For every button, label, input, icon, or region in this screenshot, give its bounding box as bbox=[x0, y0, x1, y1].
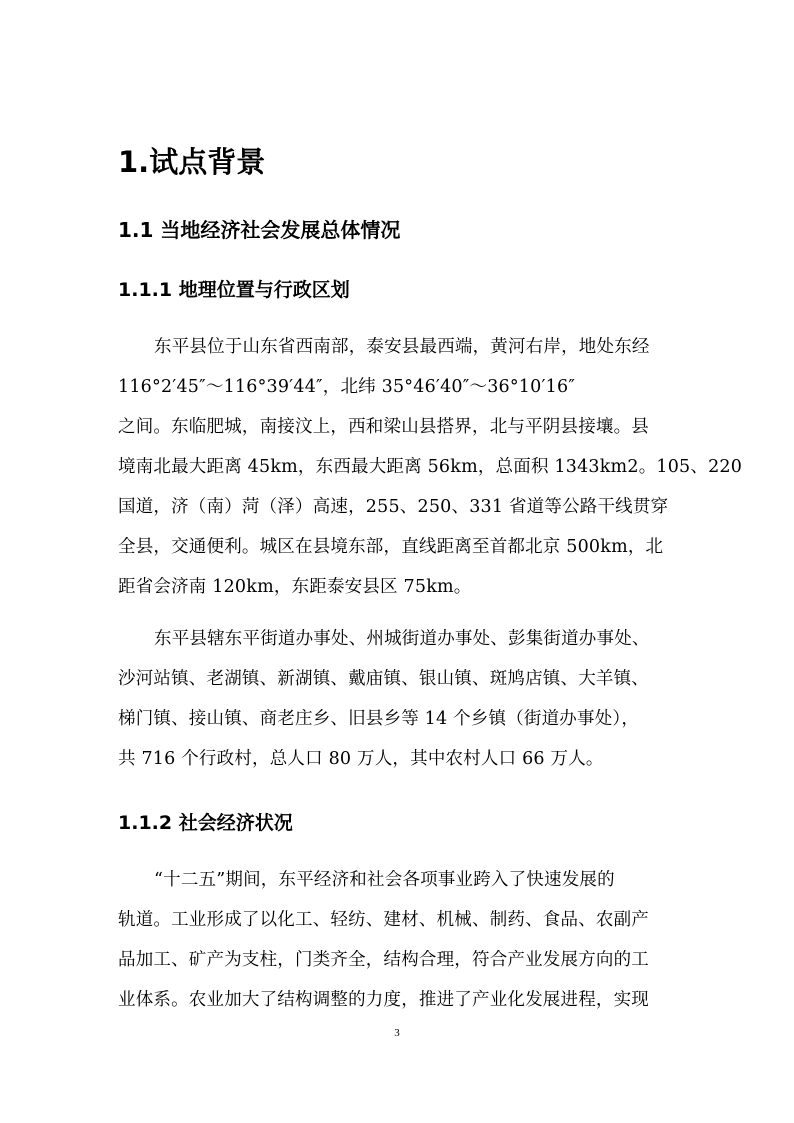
text-line: 梯门镇、接山镇、商老庄乡、旧县乡等 14 个乡镇（街道办事处）， bbox=[118, 709, 640, 729]
paragraph-geography bbox=[118, 327, 743, 607]
text-line: “十二五”期间，东平经济和社会各项事业跨入了快速发展的 bbox=[154, 870, 615, 890]
text-line: 境南北最大距离 45km，东西最大距离 56km，总面积 1343km2。105、220 bbox=[118, 457, 743, 477]
text-line: 全县，交通便利。城区在县境东部，直线距离至首都北京 500km，北 bbox=[118, 537, 664, 557]
text-line: 东平县位于山东省西南部，泰安县最西端，黄河右岸，地处东经 bbox=[154, 337, 650, 357]
text-line: 业体系。农业加大了结构调整的力度，推进了产业化发展进程，实现 bbox=[118, 990, 649, 1010]
page-number: 3 bbox=[394, 1027, 400, 1039]
text-line: 东平县辖东平街道办事处、州城街道办事处、彭集街道办事处、 bbox=[154, 629, 650, 649]
text-line: 共 716 个行政村，总人口 80 万人，其中农村人口 66 万人。 bbox=[118, 749, 604, 769]
subsection-heading-economy: 1.1.2 社会经济状况 bbox=[118, 812, 293, 834]
text-line: 距省会济南 120km，东距泰安县区 75km。 bbox=[118, 577, 472, 597]
paragraph-administration bbox=[118, 619, 678, 779]
section-heading: 1.1 当地经济社会发展总体情况 bbox=[118, 218, 401, 242]
text-line: 轨道。工业形成了以化工、轻纺、建材、机械、制药、食品、农副产 bbox=[118, 910, 649, 930]
text-line: 品加工、矿产为支柱，门类齐全，结构合理，符合产业发展方向的工 bbox=[118, 950, 649, 970]
paragraph-economy bbox=[118, 860, 678, 1020]
text-line: 之间。东临肥城，南接汶上，西和梁山县搭界，北与平阴县接壤。县 bbox=[118, 417, 649, 437]
subsection-heading-geography: 1.1.1 地理位置与行政区划 bbox=[118, 279, 350, 301]
chapter-heading: 1.试点背景 bbox=[118, 145, 266, 179]
text-line: 116°2′45″～116°39′44″，北纬 35°46′40″～36°10′16″ bbox=[118, 377, 576, 397]
text-line: 国道，济（南）菏（泽）高速，255、250、331 省道等公路干线贯穿 bbox=[118, 497, 669, 517]
text-line: 沙河站镇、老湖镇、新湖镇、戴庙镇、银山镇、斑鸠店镇、大羊镇、 bbox=[118, 669, 649, 689]
